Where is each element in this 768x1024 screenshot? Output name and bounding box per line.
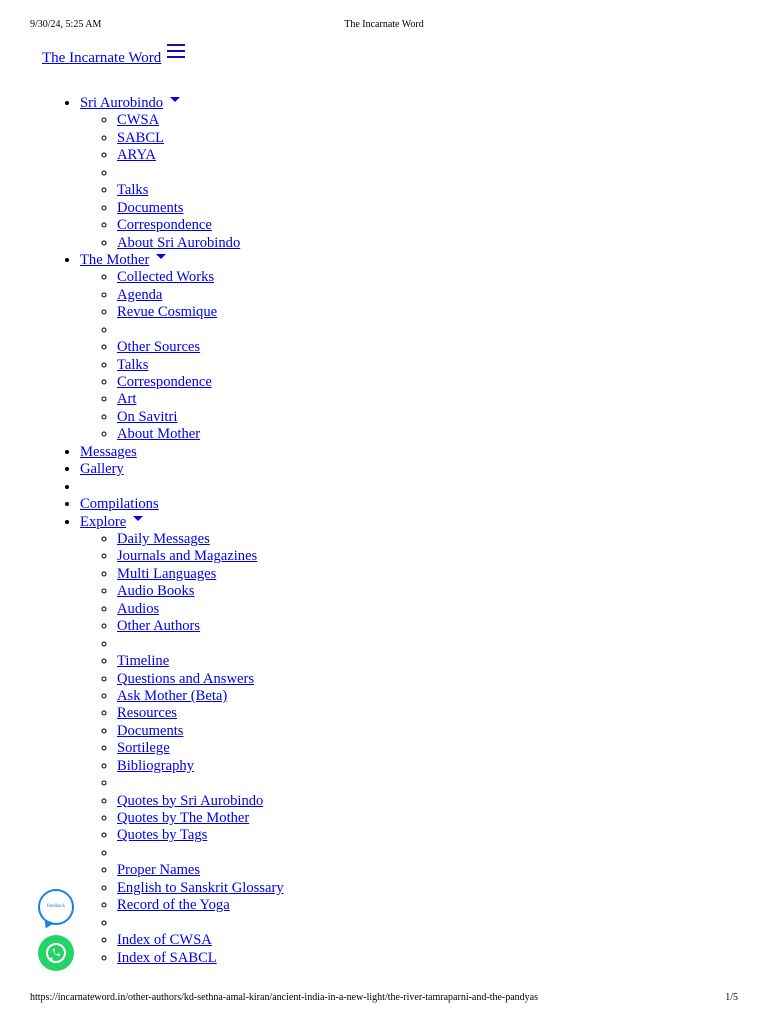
nav-item-messages bbox=[80, 444, 284, 461]
submenu-item bbox=[117, 688, 284, 705]
submenu-link-proper-names[interactable]: Proper Names bbox=[117, 862, 201, 879]
submenu-item bbox=[117, 740, 284, 757]
submenu-item bbox=[117, 583, 284, 600]
submenu-item bbox=[117, 653, 284, 670]
submenu-link-correspondence[interactable]: Correspondence bbox=[117, 217, 212, 234]
submenu-item bbox=[117, 374, 284, 391]
chat-bubble-icon: feedback bbox=[46, 904, 66, 909]
submenu-link-index-of-cwsa[interactable]: Index of CWSA bbox=[117, 932, 212, 949]
nav-item-compilations bbox=[80, 496, 284, 513]
submenu-item bbox=[117, 409, 284, 426]
submenu-link-about-sri-aurobindo[interactable]: About Sri Aurobindo bbox=[117, 234, 241, 251]
submenu-link-other-sources[interactable]: Other Sources bbox=[117, 339, 201, 356]
submenu-item bbox=[117, 880, 284, 897]
submenu-item bbox=[117, 357, 284, 374]
nav-item-gallery bbox=[80, 461, 284, 478]
submenu-item bbox=[117, 897, 284, 914]
nav-link-the-mother[interactable]: The Mother bbox=[80, 251, 150, 268]
submenu-link-agenda[interactable]: Agenda bbox=[117, 286, 163, 303]
submenu-item bbox=[117, 950, 284, 967]
submenu-link-quotes-by-sri-aurobindo[interactable]: Quotes by Sri Aurobindo bbox=[117, 792, 264, 809]
nav-item-sri-aurobindo bbox=[80, 95, 284, 252]
site-header bbox=[42, 44, 185, 72]
print-footer bbox=[30, 991, 738, 1005]
submenu-item bbox=[117, 566, 284, 583]
submenu-link-audio-books[interactable]: Audio Books bbox=[117, 583, 195, 600]
submenu-link-documents[interactable]: Documents bbox=[117, 199, 184, 216]
submenu-item bbox=[117, 200, 284, 217]
submenu-item bbox=[117, 827, 284, 844]
submenu-link-ask-mother-beta[interactable]: Ask Mother (Beta) bbox=[117, 687, 228, 704]
print-title: The Incarnate Word bbox=[344, 19, 424, 30]
print-url: https://incarnateword.in/other-authors/kd-sethna-amal-kiran/ancient-india-in-a-new-light/the-river-tamraparni-and-the-pandyas bbox=[30, 992, 539, 1003]
nav-item-the-mother bbox=[80, 252, 284, 444]
submenu-item bbox=[117, 531, 284, 548]
submenu-link-revue-cosmique[interactable]: Revue Cosmique bbox=[117, 304, 218, 321]
submenu-link-resources[interactable]: Resources bbox=[117, 705, 177, 722]
submenu-item bbox=[117, 391, 284, 408]
submenu-link-sortilege[interactable]: Sortilege bbox=[117, 740, 170, 757]
nav-link-compilations[interactable]: Compilations bbox=[80, 496, 159, 513]
submenu-item bbox=[117, 287, 284, 304]
submenu-item bbox=[117, 182, 284, 199]
submenu-item bbox=[117, 915, 284, 932]
hamburger-menu-icon[interactable] bbox=[167, 44, 185, 58]
submenu-link-talks[interactable]: Talks bbox=[117, 356, 149, 373]
submenu-link-quotes-by-tags[interactable]: Quotes by Tags bbox=[117, 827, 208, 844]
submenu-item bbox=[117, 235, 284, 252]
submenu-link-other-authors[interactable]: Other Authors bbox=[117, 618, 201, 635]
submenu-the-mother bbox=[80, 269, 284, 443]
caret-down-icon[interactable] bbox=[133, 516, 143, 521]
submenu-link-sabcl[interactable]: SABCL bbox=[117, 129, 165, 146]
whatsapp-button[interactable] bbox=[38, 935, 74, 971]
submenu-link-art[interactable]: Art bbox=[117, 391, 137, 408]
print-header bbox=[30, 18, 738, 32]
submenu-item bbox=[117, 165, 284, 182]
nav-link-explore[interactable]: Explore bbox=[80, 513, 127, 530]
submenu-item bbox=[117, 618, 284, 635]
submenu-item bbox=[117, 758, 284, 775]
nav-link-messages[interactable]: Messages bbox=[80, 443, 137, 460]
submenu-link-talks[interactable]: Talks bbox=[117, 182, 149, 199]
whatsapp-icon bbox=[44, 941, 68, 965]
chat-widget-button[interactable] bbox=[38, 889, 74, 925]
submenu-link-collected-works[interactable]: Collected Works bbox=[117, 269, 215, 286]
submenu-item bbox=[117, 304, 284, 321]
submenu-item bbox=[117, 862, 284, 879]
submenu-link-index-of-sabcl[interactable]: Index of SABCL bbox=[117, 949, 217, 966]
submenu-item bbox=[117, 130, 284, 147]
submenu-explore bbox=[80, 531, 284, 967]
submenu-link-on-savitri[interactable]: On Savitri bbox=[117, 408, 178, 425]
submenu-item bbox=[117, 723, 284, 740]
nav-item-explore bbox=[80, 514, 284, 967]
submenu-item bbox=[117, 339, 284, 356]
submenu-link-correspondence[interactable]: Correspondence bbox=[117, 374, 212, 391]
submenu-item bbox=[117, 269, 284, 286]
submenu-link-english-to-sanskrit-glossary[interactable]: English to Sanskrit Glossary bbox=[117, 879, 284, 896]
submenu-item bbox=[117, 147, 284, 164]
nav-link-sri-aurobindo[interactable]: Sri Aurobindo bbox=[80, 95, 164, 111]
submenu-item bbox=[117, 426, 284, 443]
submenu-sri-aurobindo bbox=[80, 112, 284, 252]
submenu-link-quotes-by-the-mother[interactable]: Quotes by The Mother bbox=[117, 810, 250, 827]
submenu-item bbox=[117, 548, 284, 565]
nav-link-gallery[interactable]: Gallery bbox=[80, 461, 124, 478]
submenu-item bbox=[117, 775, 284, 792]
submenu-link-questions-and-answers[interactable]: Questions and Answers bbox=[117, 670, 255, 687]
submenu-link-journals-and-magazines[interactable]: Journals and Magazines bbox=[117, 548, 258, 565]
submenu-item bbox=[117, 217, 284, 234]
submenu-item bbox=[117, 845, 284, 862]
submenu-link-about-mother[interactable]: About Mother bbox=[117, 426, 201, 443]
caret-down-icon[interactable] bbox=[156, 254, 166, 259]
submenu-link-arya[interactable]: ARYA bbox=[117, 147, 156, 164]
submenu-link-bibliography[interactable]: Bibliography bbox=[117, 757, 195, 774]
submenu-link-documents[interactable]: Documents bbox=[117, 722, 184, 739]
submenu-item bbox=[117, 322, 284, 339]
main-nav bbox=[42, 95, 284, 967]
submenu-item bbox=[117, 601, 284, 618]
submenu-item bbox=[117, 636, 284, 653]
print-datetime: 9/30/24, 5:25 AM bbox=[30, 19, 102, 30]
nav-item-empty bbox=[80, 479, 284, 496]
submenu-link-record-of-the-yoga[interactable]: Record of the Yoga bbox=[117, 897, 230, 914]
site-logo-link[interactable]: The Incarnate Word bbox=[42, 50, 162, 66]
submenu-link-audios[interactable]: Audios bbox=[117, 600, 160, 617]
submenu-item bbox=[117, 112, 284, 129]
submenu-item bbox=[117, 705, 284, 722]
submenu-item bbox=[117, 671, 284, 688]
print-page-number: 1/5 bbox=[725, 992, 738, 1003]
submenu-link-multi-languages[interactable]: Multi Languages bbox=[117, 565, 217, 582]
caret-down-icon[interactable] bbox=[170, 97, 180, 102]
submenu-link-cwsa[interactable]: CWSA bbox=[117, 112, 160, 129]
submenu-link-timeline[interactable]: Timeline bbox=[117, 653, 170, 670]
submenu-item bbox=[117, 793, 284, 810]
submenu-item bbox=[117, 932, 284, 949]
submenu-item bbox=[117, 810, 284, 827]
submenu-link-daily-messages[interactable]: Daily Messages bbox=[117, 531, 210, 548]
